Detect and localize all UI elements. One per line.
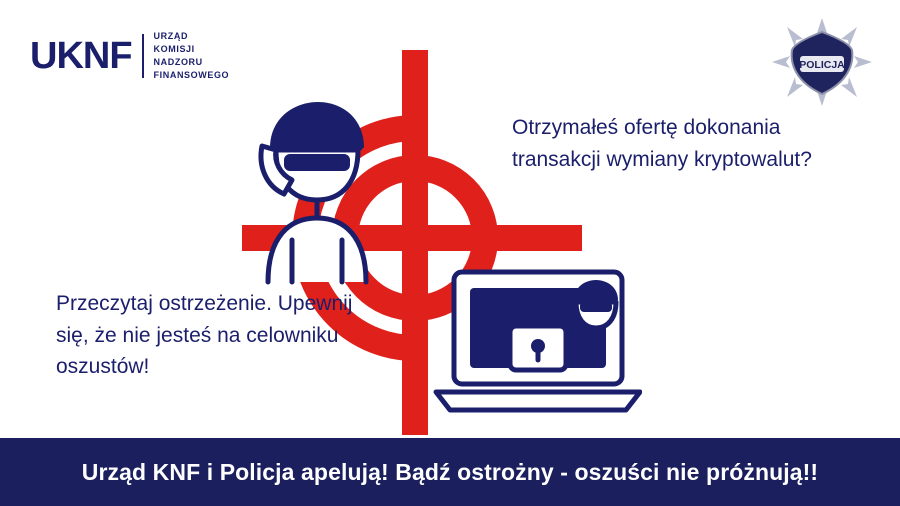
banner-text: Urząd KNF i Policja apelują! Bądź ostrożny - oszuści nie próżnują!! [81,458,819,485]
uknf-logo-subtitle [154,30,230,82]
bottom-banner [0,438,900,506]
uknf-logo [30,30,229,82]
police-badge-label: POLICJA [799,59,845,71]
laptop-padlock-icon [436,272,640,410]
headline-right: Otrzymałeś ofertę dokonania transakcji wymiany kryptowalut? [512,116,812,171]
uknf-wordmark: UKNF [30,35,132,78]
logo-divider [142,34,144,78]
police-badge-icon [770,16,874,108]
uknf-subtitle-line-3: NADZORU [153,57,203,68]
uknf-subtitle-line-1: URZĄD [153,31,189,41]
headline-left: Przeczytaj ostrzeżenie. Upewnij się, że nie jesteś na celowniku oszustów! [56,292,353,378]
uknf-subtitle-line-2: KOMISJI [153,44,195,55]
uknf-subtitle-line-4: FINANSOWEGO [153,70,230,81]
